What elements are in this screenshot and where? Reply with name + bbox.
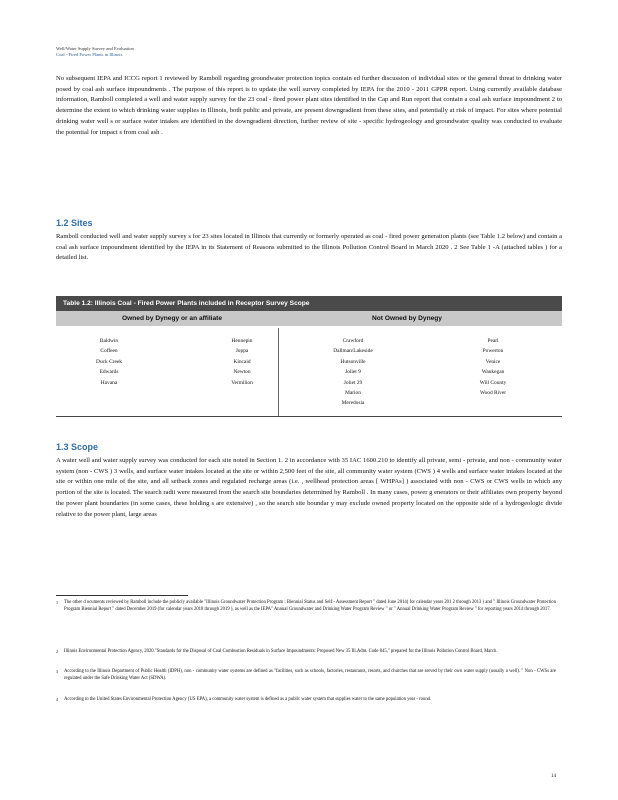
table-header-owned: Owned by Dynegy or an affiliate bbox=[122, 315, 223, 322]
table-cell: Waukegan bbox=[481, 369, 505, 376]
page-number: 14 bbox=[551, 774, 556, 779]
table-column-4 bbox=[458, 336, 528, 398]
table-cell: Duck Creek bbox=[96, 358, 122, 365]
table-cell: Kincaid bbox=[233, 358, 251, 365]
table-column-1 bbox=[84, 336, 134, 388]
footnote-number: 2 bbox=[56, 649, 58, 654]
table-cell: Powerton bbox=[482, 348, 504, 355]
table-cell: Pearl bbox=[487, 338, 499, 344]
footnote-text: According to the United States Environmental Protection Agency (US EPA), a community water system is defined as a public water system that supplies water to the same population year - round. bbox=[64, 697, 432, 702]
table-cell: Joliet 29 bbox=[343, 379, 363, 386]
table-cell: Dallman/Lakeside bbox=[333, 348, 373, 355]
footnote-number: 3 bbox=[56, 669, 58, 674]
table-title: Table 1.2: Illinois Coal - Fired Power Plants included in Receptor Survey Scope bbox=[56, 296, 562, 311]
footnote-rule bbox=[56, 595, 188, 596]
table-column-3 bbox=[318, 336, 388, 409]
footnote-number: 4 bbox=[56, 697, 58, 702]
scope-paragraph: A water well and water supply survey was conducted for each site noted in Section 1. 2 in accordance with 35 IAC 1600.210 to identify all private, semi - private, and non - community water system (non - CWS ) 3 wells, and surface water intakes located at the site or within 2,500 feet of the site, all community water system (CWS ) 4 wells and surface water intakes located at the site or within one mile of the site, and all setback zones and regulated recharge areas (i.e. , wellhead protection areas [ WHPAs] ) associated with non - CWS or CWS wells in which any portion of the site is located. The search radii were measured from the search site boundaries determined by Ramboll . In many cases, power g enerators or their affiliates own property beyond the power plant boundaries (in some cases, these holding s are extensive) , so the search site boundar y may exclude owned property located on the opposite side of a hydrogeologic divide relative to the power plant, large areas bbox=[56, 457, 562, 518]
table-cell: Hennepin bbox=[231, 338, 253, 344]
sites-paragraph: Ramboll conducted well and water supply survey s for 23 sites located in Illinois that currently or formerly operated as coal - fired power generation plants (see Table 1.2 below) and contain a coal ash surface impoundment identified by the IEPA in its Statement of Reasons submitted to the Illinois Pollution Control Board in March 2020 . 2 See Table 1 -A (attached tables ) for a detailed list. bbox=[56, 233, 562, 262]
footnote-2 bbox=[56, 648, 556, 655]
footnote-number: 1 bbox=[56, 600, 58, 605]
footnote-4 bbox=[56, 696, 556, 703]
table-cell: Baldwin bbox=[99, 338, 119, 344]
intro-paragraph: No subsequent IEPA and ICCG report 1 reviewed by Ramboll regarding groundwater protection topics contain ed further discussion of individual sites or the general threat to drinking water posed by coal ash surface impoundments . The purpose of this report is to update the well survey completed by IEPA for the 2010 - 2011 GPPR report. Using currently available database information, Ramboll completed a well and water supply survey for the 23 coal - fired power plant sites identified in the Cap and Run report that contain a coal ash surface impoundment 2 to determine the extent to which drinking water supplies in Illinois, both public and private, are present downgradient from these sites, and potentially at risk of impact. For sites where potential drinking water well s or surface water intakes are identified in the downgradient direction, further review of site - specific hydrogeology and groundwater quality was conducted to evaluate the potential for impact s from coal ash . bbox=[56, 75, 562, 136]
table-column-2 bbox=[212, 336, 272, 388]
table-cell: Meredosia bbox=[341, 400, 365, 407]
table-cell: Coffeen bbox=[100, 348, 118, 355]
running-header bbox=[56, 46, 134, 58]
table-cell: Wood River bbox=[479, 390, 507, 397]
table-divider bbox=[278, 328, 279, 416]
table-cell: Havana bbox=[100, 379, 118, 386]
table-cell: Joppa bbox=[235, 348, 249, 355]
table-cell: Newton bbox=[233, 369, 251, 376]
table-header-not-owned: Not Owned by Dynegy bbox=[372, 315, 442, 322]
table-cell: Venice bbox=[485, 358, 501, 365]
header-line-1: Well/Water Supply Survey and Evaluation bbox=[56, 46, 134, 51]
table-cell: Vermilion bbox=[231, 379, 253, 386]
footnote-text: The other d ocuments reviewed by Ramboll include the publicly available "Illinois Groundwater Protection Program : Biennial Status and Self - Assessment Report " dated June 2014( for calendar years 201 2 through 2013 ) and " Illinois Groundwater Protection Program Biennial Report " dated December 2019 (for calendar years 2018 through 2019 ), as well as the IEPA" Annual Groundwater and Drinking Water Program Review " or " Annual Drinking Water Program Review " for reporting years 2014 through 2017. bbox=[64, 600, 556, 613]
footnote-3 bbox=[56, 668, 556, 683]
table-cell: Will County bbox=[479, 379, 507, 386]
table-cell: Hutsonville bbox=[340, 358, 366, 365]
table-body bbox=[56, 328, 562, 417]
section-heading-sites: 1.2 Sites bbox=[56, 218, 93, 228]
table-cell: Edwards bbox=[99, 369, 119, 376]
footnote-text: According to the Illinois Department of Public Health (IDPH), non - community water systems are defined as "facilities, such as schools, factories, restaurants, resorts, and churches that are served by their own water supply (usually a well). " Non - CWSs are regulated under the Safe Drinking Water Act (SDWA). bbox=[64, 669, 556, 682]
table-cell: Marion bbox=[345, 390, 361, 397]
footnote-text: Illinois Environmental Protection Agency, 2020."Standards for the Disposal of Coal Combustion Residuals in Surface Impoundments: Proposed New 35 Ill.Adm. Code 845," prepared for the Illinois Pollution Control Board, March. bbox=[64, 649, 498, 654]
header-line-2: Coal - Fired Power Plants in Illinois bbox=[56, 52, 123, 57]
section-heading-scope: 1.3 Scope bbox=[56, 442, 99, 452]
table-cell: Crawford bbox=[342, 338, 364, 344]
footnote-1 bbox=[56, 599, 556, 614]
table-cell: Joliet 9 bbox=[345, 369, 361, 376]
table-column-headers bbox=[56, 311, 562, 326]
